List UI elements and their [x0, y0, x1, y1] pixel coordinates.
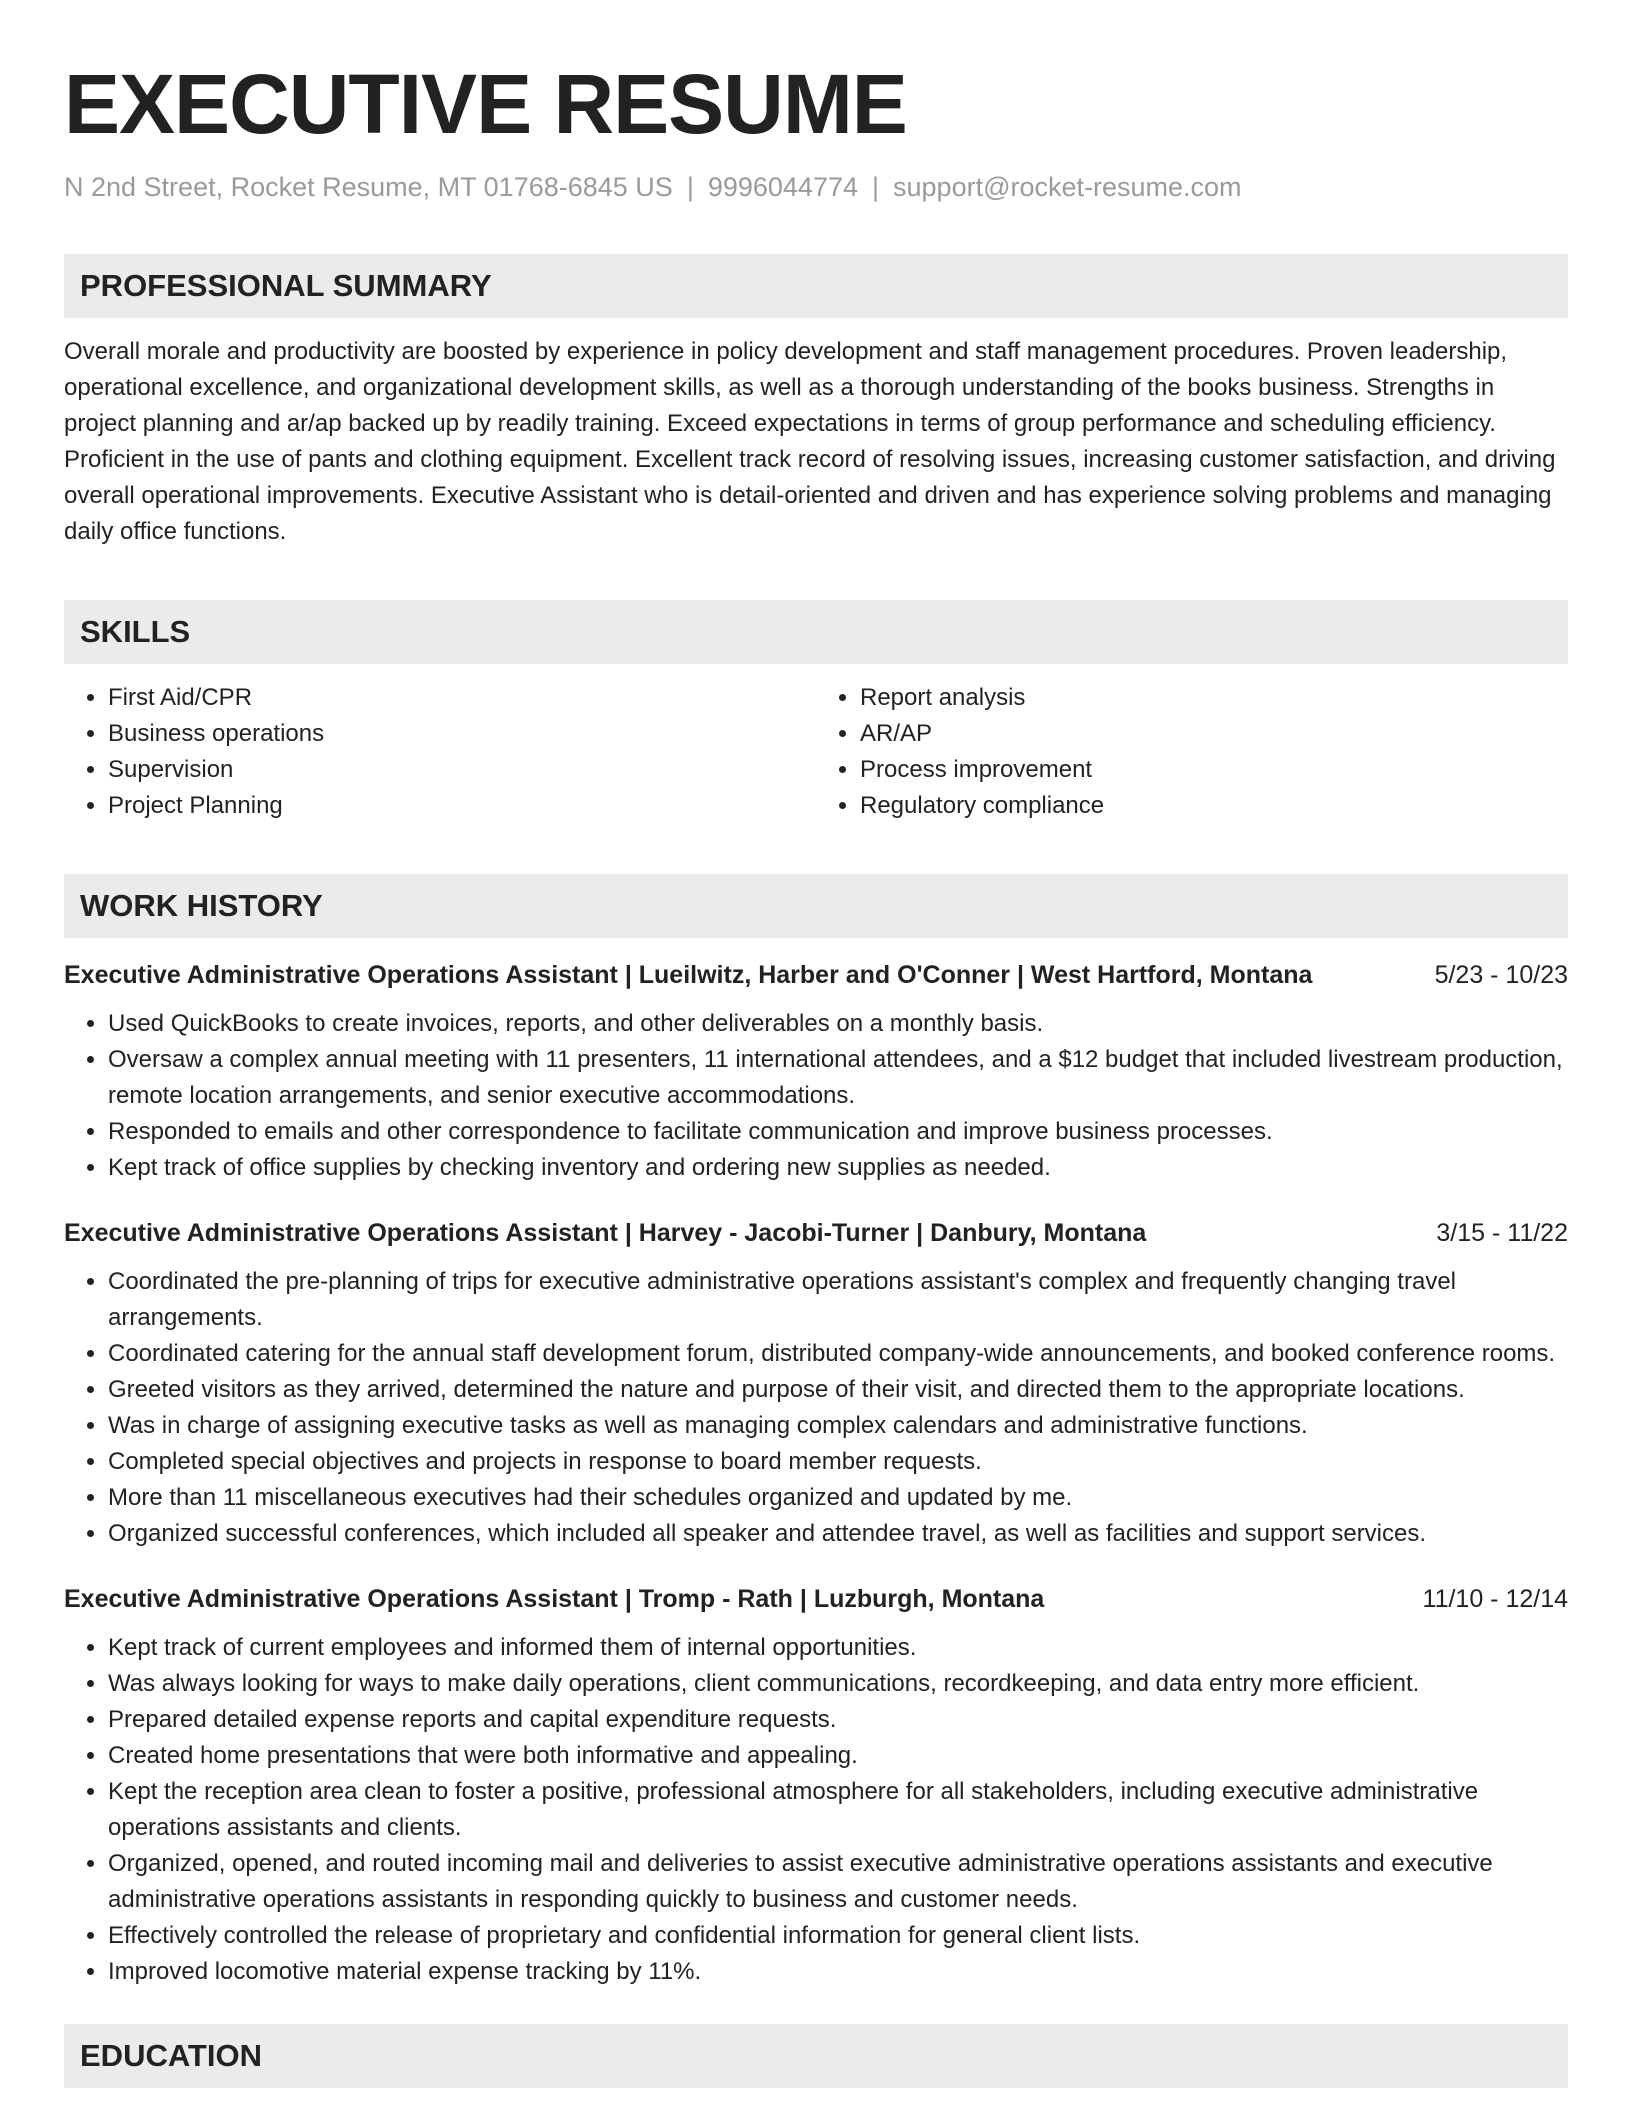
job-bullet: • Greeted visitors as they arrived, determined the nature and purpose of their visit, and directed them to the appropriate locations.	[108, 1372, 1568, 1408]
job-bullet: • Improved locomotive material expense tracking by 11%.	[108, 1954, 1568, 1990]
job-title: Executive Administrative Operations Assistant | Lueilwitz, Harber and O'Conner | West Hartford, Montana	[64, 961, 1313, 989]
skill-item: • First Aid/CPR	[108, 680, 816, 716]
job-title: Executive Administrative Operations Assistant | Harvey - Jacobi-Turner | Danbury, Montana	[64, 1219, 1147, 1247]
job-bullet: • Completed special objectives and projects in response to board member requests.	[108, 1444, 1568, 1480]
skills-column-right	[816, 680, 1568, 824]
job-entry	[64, 958, 1568, 1186]
job-header	[64, 1216, 1568, 1250]
job-bullets	[64, 1630, 1568, 1990]
job-bullet: • Oversaw a complex annual meeting with 11 presenters, 11 international attendees, and a $12 budget that included livestream production, remote location arrangements, and senior executive accommodations.	[108, 1042, 1568, 1114]
job-bullet: • Was in charge of assigning executive tasks as well as managing complex calendars and administrative functions.	[108, 1408, 1568, 1444]
job-entry	[64, 1582, 1568, 1990]
skill-item: • AR/AP	[860, 716, 1568, 752]
job-bullet: • Effectively controlled the release of proprietary and confidential information for general client lists.	[108, 1918, 1568, 1954]
job-dates: 3/15 - 11/22	[1436, 1219, 1568, 1247]
job-bullet: • Kept the reception area clean to foster a positive, professional atmosphere for all stakeholders, including executive administrative operations assistants and clients.	[108, 1774, 1568, 1846]
section-heading-work: WORK HISTORY	[64, 874, 1568, 938]
skill-item: • Supervision	[108, 752, 816, 788]
skill-item: • Process improvement	[860, 752, 1568, 788]
job-bullet: • Responded to emails and other correspondence to facilitate communication and improve business processes.	[108, 1114, 1568, 1150]
job-bullets	[64, 1264, 1568, 1552]
contact-separator: |	[686, 172, 694, 202]
skill-item: • Project Planning	[108, 788, 816, 824]
job-bullet: • Prepared detailed expense reports and capital expenditure requests.	[108, 1702, 1568, 1738]
skills-list	[64, 680, 1568, 824]
job-bullet: • Coordinated catering for the annual staff development forum, distributed company-wide announcements, and booked conference rooms.	[108, 1336, 1568, 1372]
section-heading-skills: SKILLS	[64, 600, 1568, 664]
summary-text: Overall morale and productivity are boosted by experience in policy development and staff management procedures. Proven leadership, operational excellence, and organizational development skills, as well as a thorough understanding of the books business. Strengths in project planning and ar/ap backed up by readily training. Exceed expectations in terms of group performance and scheduling efficiency. Proficient in the use of pants and clothing equipment. Excellent track record of resolving issues, increasing customer satisfaction, and driving overall operational improvements. Executive Assistant who is detail-oriented and driven and has experience solving problems and managing daily office functions.	[64, 338, 1556, 545]
job-title: Executive Administrative Operations Assistant | Tromp - Rath | Luzburgh, Montana	[64, 1585, 1045, 1613]
job-bullet: • Coordinated the pre-planning of trips for executive administrative operations assistant's complex and frequently changing travel arrangements.	[108, 1264, 1568, 1336]
job-dates: 11/10 - 12/14	[1422, 1585, 1568, 1613]
skill-item: • Regulatory compliance	[860, 788, 1568, 824]
job-bullet: • Organized, opened, and routed incoming mail and deliveries to assist executive administrative operations assistants and executive administrative operations assistants in responding quickly to business and customer needs.	[108, 1846, 1568, 1918]
resume-name: EXECUTIVE RESUME	[64, 57, 907, 151]
section-heading-summary: PROFESSIONAL SUMMARY	[64, 254, 1568, 318]
contact-line	[64, 170, 1568, 204]
job-header	[64, 958, 1568, 992]
contact-address: N 2nd Street, Rocket Resume, MT 01768-6845 US	[64, 172, 673, 202]
job-bullets	[64, 1006, 1568, 1186]
skill-item: • Business operations	[108, 716, 816, 752]
job-bullet: • Kept track of office supplies by checking inventory and ordering new supplies as needed.	[108, 1150, 1568, 1186]
job-bullet: • Kept track of current employees and informed them of internal opportunities.	[108, 1630, 1568, 1666]
job-bullet: • Organized successful conferences, which included all speaker and attendee travel, as well as facilities and support services.	[108, 1516, 1568, 1552]
job-dates: 5/23 - 10/23	[1434, 961, 1568, 989]
skill-item: • Report analysis	[860, 680, 1568, 716]
contact-email: support@rocket-resume.com	[893, 172, 1242, 202]
section-heading-education: EDUCATION	[64, 2024, 1568, 2088]
job-bullet: • Used QuickBooks to create invoices, reports, and other deliverables on a monthly basis.	[108, 1006, 1568, 1042]
job-bullet: • Was always looking for ways to make daily operations, client communications, recordkeeping, and data entry more efficient.	[108, 1666, 1568, 1702]
job-entry	[64, 1216, 1568, 1552]
job-bullet: • More than 11 miscellaneous executives had their schedules organized and updated by me.	[108, 1480, 1568, 1516]
job-bullet: • Created home presentations that were both informative and appealing.	[108, 1738, 1568, 1774]
contact-phone: 9996044774	[707, 172, 858, 202]
skills-column-left	[64, 680, 816, 824]
job-header	[64, 1582, 1568, 1616]
contact-separator: |	[872, 172, 880, 202]
